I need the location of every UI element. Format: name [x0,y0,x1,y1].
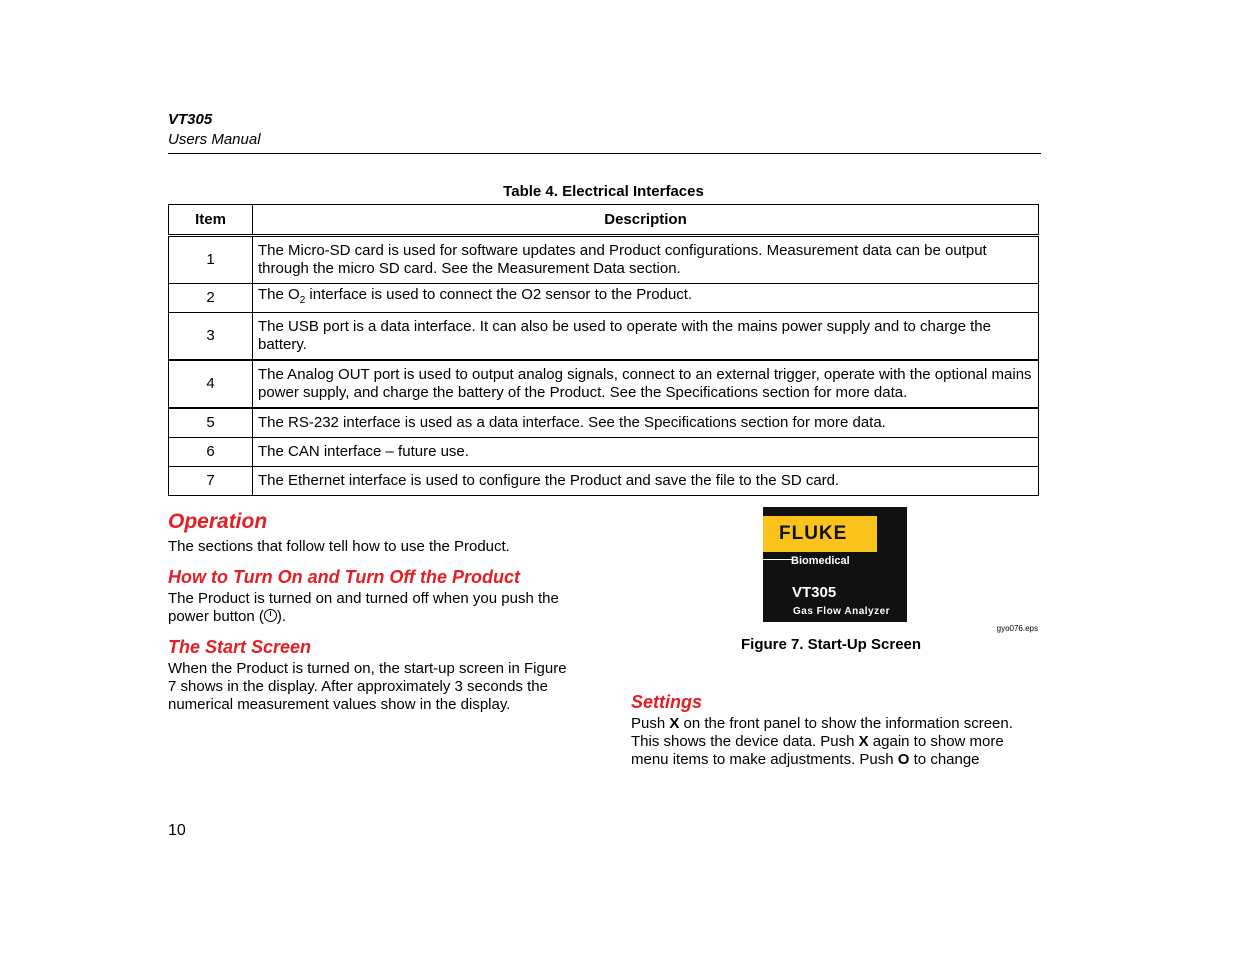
figure-file-ref: gyo076.eps [996,624,1038,633]
table-caption: Table 4. Electrical Interfaces [503,183,704,200]
row-item-number: 2 [169,284,253,313]
figure-divider [763,559,793,560]
row-item-number: 1 [169,236,253,284]
model-name: VT305 [792,584,837,601]
table-row [169,284,1039,313]
row-item-number: 7 [169,467,253,496]
manual-title: VT305 [168,111,213,128]
table-row [169,467,1039,496]
turn-on-heading: How to Turn On and Turn Off the Product [168,567,520,587]
row-description: The Ethernet interface is used to configure the Product and save the file to the SD card. [253,467,1039,496]
figure-caption: Figure 7. Start-Up Screen [741,636,922,653]
key-x: X [669,715,680,732]
row-item-number: 6 [169,438,253,467]
turn-on-text-part: ). [276,608,287,625]
settings-text-part: on the front panel to show the information screen. This shows the device data. Push [631,715,1013,750]
settings-text-part: again to show more menu items to make adjustments. Push [631,733,1004,768]
table-header-row [169,205,1039,236]
desc-text: The O [258,286,300,303]
brand-subtitle: Biomedical [791,555,850,567]
page-number: 10 [168,822,186,839]
settings-text-part: to change [909,751,980,768]
turn-on-text [168,590,588,626]
table-row [169,236,1039,284]
desc-text: interface is used to connect the O2 sensor to the Product. [305,286,693,303]
product-name: Gas Flow Analyzer [793,606,891,617]
row-description: The RS-232 interface is used as a data interface. See the Specifications section for more data. [253,408,1039,438]
settings-text-part: Push [631,715,670,732]
row-description: The Analog OUT port is used to output analog signals, connect to an external trigger, operate with the optional mains power supply, and charge the battery of the Product. See the Specifications section for more data. [253,360,1039,408]
row-item-number: 4 [169,360,253,408]
settings-heading: Settings [631,692,703,712]
table-row [169,438,1039,467]
startup-screen-figure [763,507,907,622]
row-description [253,284,1039,313]
key-o: O [897,751,910,768]
header-divider [168,153,1041,154]
row-description: The Micro-SD card is used for software updates and Product configurations. Measurement data can be output through the micro SD card. See the Measurement Data section. [253,236,1039,284]
subscript: 2 [299,295,306,306]
table-row [169,408,1039,438]
power-icon [264,609,277,622]
electrical-interfaces-table [168,204,1039,496]
manual-subtitle: Users Manual [168,131,261,148]
logo-text: FLUKE [779,523,848,544]
operation-intro: The sections that follow tell how to use the Product. [168,538,510,555]
operation-heading: Operation [168,510,268,533]
table-row [169,313,1039,361]
row-item-number: 5 [169,408,253,438]
turn-on-text-part: The Product is turned on and turned off when you push the power button ( [168,590,559,625]
key-x: X [858,733,869,750]
row-item-number: 3 [169,313,253,361]
table-row [169,360,1039,408]
column-header-description: Description [253,205,1039,236]
row-description: The CAN interface – future use. [253,438,1039,467]
start-screen-text: When the Product is turned on, the start-up screen in Figure 7 shows in the display. After approximately 3 seconds the numerical measurement values show in the display. [168,660,567,713]
settings-text [631,715,1036,769]
start-screen-heading: The Start Screen [168,637,312,657]
column-header-item: Item [169,205,253,236]
row-description: The USB port is a data interface. It can also be used to operate with the mains power supply and to charge the battery. [253,313,1039,361]
fluke-logo [763,516,877,552]
